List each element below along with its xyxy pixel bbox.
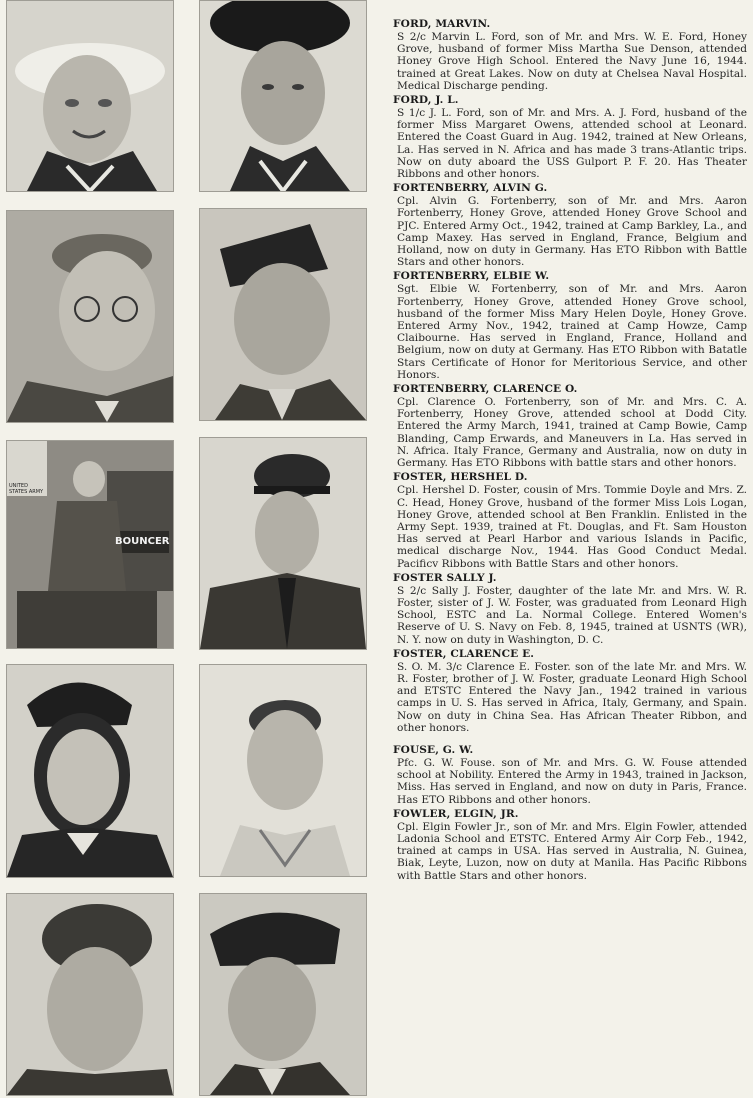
entry-name: FORD, MARVIN. — [393, 18, 491, 30]
bio-entry-foster-sally — [393, 572, 747, 646]
bio-entry-fowler-elgin — [393, 808, 747, 882]
entry-name: FORTENBERRY, ELBIE W. — [393, 270, 550, 283]
bio-entry-ford-marvin — [393, 18, 747, 92]
bio-entry-foster-clarence-e — [393, 648, 747, 734]
bouncer-sign-text: BOUNCER — [115, 536, 170, 547]
portrait-photo-ford-marvin — [6, 0, 174, 192]
portrait-photo-foster-sally — [6, 664, 174, 878]
portrait-photo-fouse-gw — [6, 893, 174, 1096]
photo-fortenberry-clarence-seated — [6, 440, 174, 649]
entry-body: S 1/c J. L. Ford, son of Mr. and Mrs. A. J. Ford, husband of the former Miss Margaret Owens, attended school at Leonard. Entered the Coast Guard in Aug. 1942, trained at New Orleans, La. Has served in N. Africa and has made 3 trans-Atlantic trips. Now on duty aboard the USS Gulport P. F. 20. Has Theater Ribbons and other honors. — [397, 107, 747, 181]
entry-name: FOSTER, HERSHEL D. — [393, 471, 528, 484]
entry-body: Cpl. Elgin Fowler Jr., son of Mr. and Mrs. Elgin Fowler, attended Ladonia School and ETSTC. Entered Army Air Corp Feb., 1942, trained at camps in USA. Has served in Australia, N. Guinea, Biak, Leyte, Luzon, now on duty at Manila. Has Pacific Ribbons with Battle Stars and other honors. — [397, 820, 747, 882]
entry-body: Pfc. G. W. Fouse. son of Mr. and Mrs. G. W. Fouse attended school at Nobility. Entered the Army in 1943, trained in Jackson, Miss. Has served in England, and now on duty in Paris, France. Has ETO Ribbons and other honors. — [397, 756, 747, 806]
entry-body: S. O. M. 3/c Clarence E. Foster. son of the late Mr. and Mrs. W. R. Foster, brother of J. W. Foster, graduate Leonard High School and ETSTC Entered the Navy Jan., 1942 trained in various camps in U. S. Has served in Africa, Italy, Germany, and Spain. Now on duty in China Sea. Has African Theater Ribbon, and other honors. — [397, 660, 747, 734]
bio-entry-fortenberry-alvin — [393, 182, 747, 268]
entry-body: S 2/c Marvin L. Ford, son of Mr. and Mrs. W. E. Ford, Honey Grove, husband of former Miss Martha Sue Denson, attended Honey Grove High School. Entered the Navy June 16, 1944. trained at Great Lakes. Now on duty at Chelsea Naval Hospital. Medical Discharge pending. — [397, 31, 747, 92]
bio-entry-fouse-gw — [393, 744, 747, 806]
portrait-photo-fortenberry-alvin — [6, 210, 174, 423]
entry-name: FORD, J. L. — [393, 94, 459, 107]
bio-entry-fortenberry-elbie — [393, 270, 747, 381]
portrait-photo-fowler-elgin — [199, 893, 367, 1096]
portrait-photo-fortenberry-elbie — [199, 208, 367, 421]
portrait-photo-ford-jl — [199, 0, 367, 192]
entry-body: Cpl. Hershel D. Foster, cousin of Mrs. Tommie Doyle and Mrs. Z. C. Head, Honey Grove, husband of the former Miss Lois Logan, Honey Grove, attended school at Ben Franklin. Enlisted in the Army Sept. 1939, trained at Ft. Douglas, and Ft. Sam Houston Has served at Pearl Harbor and various Islands in Pacific, medical discharge Nov., 1944. Has Good Conduct Medal. Pacificv Ribbons with Battle Stars and other honors. — [397, 484, 747, 570]
portrait-photo-foster-hershel — [199, 437, 367, 650]
entry-name: FORTENBERRY, ALVIN G. — [393, 182, 548, 195]
biography-column — [393, 18, 747, 884]
entry-body: Sgt. Elbie W. Fortenberry, son of Mr. and Mrs. Aaron Fortenberry, Honey Grove, attended Honey Grove school, husband of the former Miss Mary Helen Doyle, Honey Grove. Entered Army Nov., 1942, trained at Camp Howze, Camp Claibourne. Has served in England, France, Holland and Belgium, now on duty at Germany. Has ETO Ribbon with Batatle Stars Certificate of Honor for Meritorious Service, and other Honors. — [397, 283, 747, 381]
entry-body: S 2/c Sally J. Foster, daughter of the late Mr. and Mrs. W. R. Foster, sister of J. W. Foster, was graduated from Leonard High School, ESTC and La. Normal College. Entered Women's Reserve of U. S. Navy on Feb. 8, 1945, trained at USNTS (WR), N. Y. now on duty in Washington, D. C. — [397, 584, 747, 646]
entry-name: FOWLER, ELGIN, JR. — [393, 807, 519, 820]
entry-body: Cpl. Alvin G. Fortenberry, son of Mr. and Mrs. Aaron Fortenberry, Honey Grove, attended Honey Grove School and PJC. Entered Army Oct., 1942, trained at Camp Barkley, La., and Camp Maxey. Has served in England, France, Belgium and Holland, now on duty in Germany. Has ETO Ribbon with Battle Stars and other honors. — [397, 195, 747, 269]
bio-entry-fortenberry-clarence — [393, 383, 747, 469]
us-army-banner-text: UNITED STATES ARMY — [9, 483, 44, 495]
entry-body: Cpl. Clarence O. Fortenberry, son of Mr. and Mrs. C. A. Fortenberry, Honey Grove, attended school at Dodd City. Entered the Army March, 1941, trained at Camp Bowie, Camp Blanding, Camp Erwards, and Maneuvers in La. Has served in N. Africa. Italy France, Germany and Australia, now on duty in Germany. Has ETO Ribbons with battle stars and other honors. — [397, 396, 747, 470]
bio-entry-ford-jl — [393, 94, 747, 180]
entry-name: FORTENBERRY, CLARENCE O. — [393, 383, 578, 396]
entry-name: FOSTER SALLY J. — [393, 571, 497, 584]
entry-name: FOSTER, CLARENCE E. — [393, 647, 535, 660]
bio-entry-foster-hershel — [393, 471, 747, 569]
portrait-photo-foster-clarence-e — [199, 664, 367, 877]
entry-name: FOUSE, G. W. — [393, 743, 474, 756]
